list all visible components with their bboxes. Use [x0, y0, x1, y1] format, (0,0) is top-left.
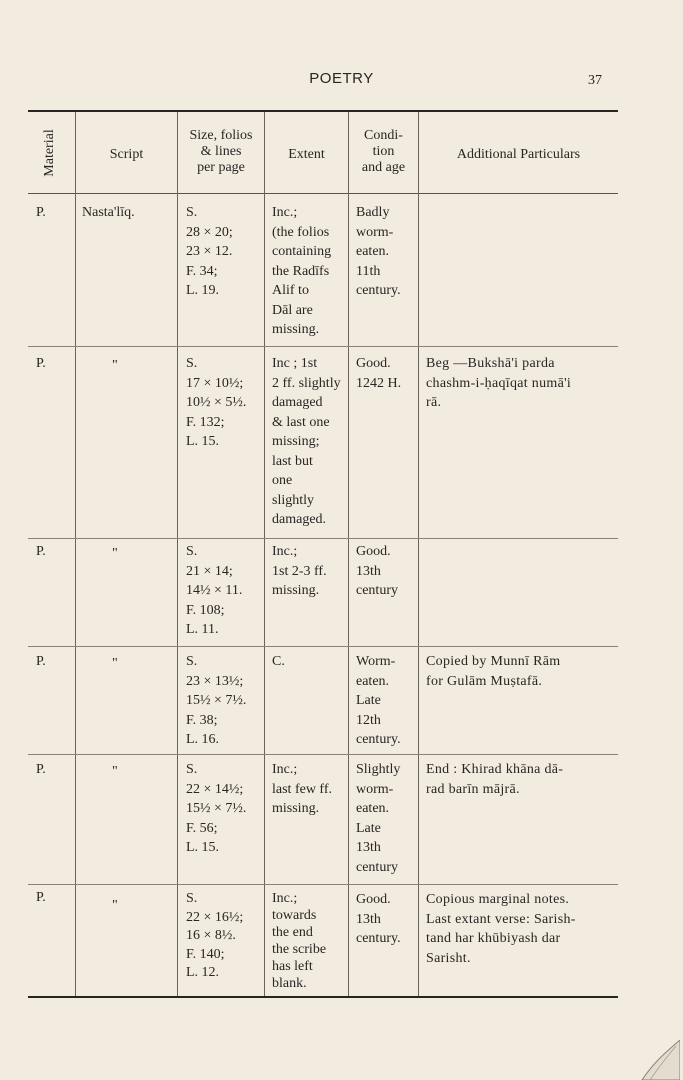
row-2-script: "	[112, 358, 118, 373]
row-1-script: Nasta'līq.	[82, 205, 135, 220]
column-header-material: Material	[42, 129, 57, 177]
row-4-material: P.	[36, 654, 46, 669]
row-2-material: P.	[36, 356, 46, 371]
row-4-condition: Worm- eaten. Late 12th century.	[356, 654, 401, 747]
row-4-size: S. 23 × 13½; 15½ × 7½. F. 38; L. 16.	[186, 654, 247, 747]
row-6-condition: Good. 13th century.	[356, 892, 401, 946]
row-2-size: S. 17 × 10½; 10½ × 5½. F. 132; L. 15.	[186, 356, 247, 449]
column-divider	[75, 112, 76, 996]
row-6-size: S. 22 × 16½; 16 × 8½. F. 140; L. 12.	[186, 891, 244, 980]
row-1-extent: Inc.; (the folios containing the Radīfs Alif to Dāl are missing.	[272, 205, 332, 337]
row-separator	[28, 538, 618, 539]
row-5-script: "	[112, 764, 118, 779]
row-6-extent: Inc.; towards the end the scribe has left blank.	[272, 891, 327, 991]
column-header-particulars: Additional Particulars	[456, 147, 581, 162]
row-4-extent: C.	[272, 654, 285, 669]
row-1-size: S. 28 × 20; 23 × 12. F. 34; L. 19.	[186, 205, 233, 298]
row-3-size: S. 21 × 14; 14½ × 11. F. 108; L. 11.	[186, 544, 243, 637]
row-1-condition: Badly worm- eaten. 11th century.	[356, 205, 401, 298]
row-4-particulars: Copied by Munnī Rām for Gulām Muṣtafā.	[426, 654, 561, 689]
row-6-material: P.	[36, 890, 46, 905]
row-3-material: P.	[36, 544, 46, 559]
row-4-script: "	[112, 656, 118, 671]
row-5-size: S. 22 × 14½; 15½ × 7½. F. 56; L. 15.	[186, 762, 247, 855]
table-bottom-rule	[28, 996, 618, 998]
row-5-particulars: End : Khirad khāna dā- rad barīn mājrā.	[426, 762, 564, 797]
row-6-particulars: Copious marginal notes. Last extant verse: Sarish- tand har khūbiyash dar Sarisht.	[426, 892, 576, 966]
row-1-material: P.	[36, 205, 46, 220]
row-2-extent: Inc ; 1st 2 ff. slightly damaged & last one missing; last but one slightly damaged.	[272, 356, 341, 527]
column-header-script: Script	[109, 147, 144, 162]
row-5-extent: Inc.; last few ff. missing.	[272, 762, 332, 816]
row-6-script: "	[112, 898, 118, 913]
row-2-particulars: Beg —Bukshā'i parda chashm-i-ḥaqīqat numā'i rā.	[426, 356, 572, 410]
column-header-extent: Extent	[288, 147, 325, 162]
row-2-condition: Good. 1242 H.	[356, 356, 402, 391]
page-corner-curl	[636, 1040, 680, 1080]
row-3-condition: Good. 13th century	[356, 544, 398, 598]
table-top-rule	[28, 110, 618, 112]
column-header-condition: Condi- tion and age	[361, 128, 406, 175]
column-divider	[348, 112, 349, 996]
column-divider	[264, 112, 265, 996]
running-title: POETRY	[309, 70, 374, 87]
row-3-extent: Inc.; 1st 2-3 ff. missing.	[272, 544, 327, 598]
row-separator	[28, 346, 618, 347]
row-separator	[28, 884, 618, 885]
row-separator	[28, 646, 618, 647]
row-5-condition: Slightly worm- eaten. Late 13th century	[356, 762, 401, 875]
row-5-material: P.	[36, 762, 46, 777]
column-divider	[177, 112, 178, 996]
row-3-script: "	[112, 546, 118, 561]
column-header-size: Size, folios & lines per page	[189, 128, 253, 175]
column-divider	[418, 112, 419, 996]
table-header-rule	[28, 193, 618, 194]
row-separator	[28, 754, 618, 755]
page-number: 37	[588, 73, 602, 88]
